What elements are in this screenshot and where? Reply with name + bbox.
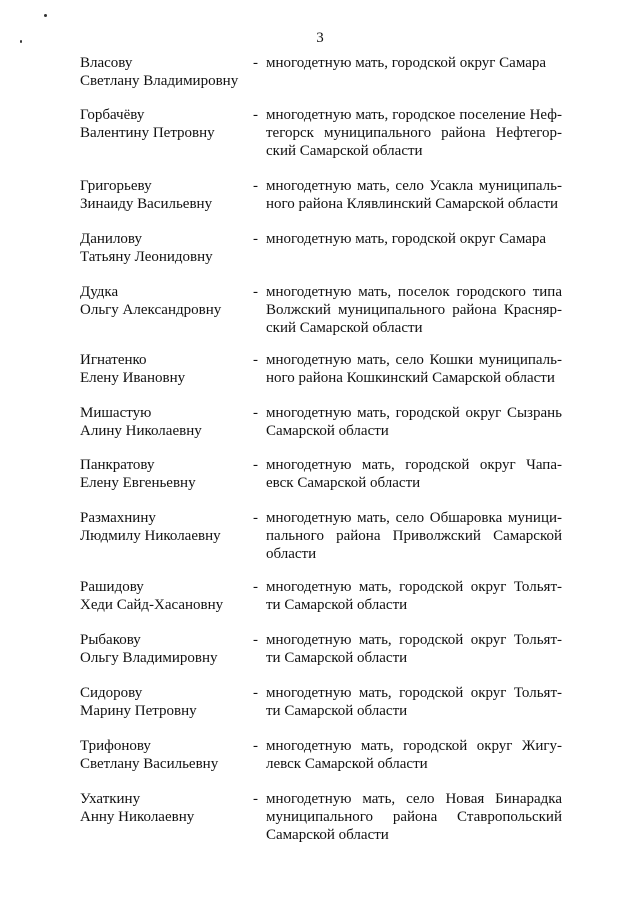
person-name-line: Алину Николаевну — [80, 423, 202, 439]
person-description-line: многодетную мать, городской округ Тольят- — [266, 632, 562, 648]
person-name-line: Ольгу Александровну — [80, 302, 222, 318]
person-description-line: многодетную мать, село Усакла муниципаль- — [266, 178, 562, 194]
person-description-line: пального района Приволжский Самарской — [266, 528, 562, 544]
person-name-line: Данилову — [80, 231, 142, 247]
person-description-line: евск Самарской области — [266, 475, 421, 491]
person-description-line: области — [266, 546, 317, 562]
person-description — [266, 106, 562, 160]
person-name-line: Власову — [80, 55, 133, 71]
entry-dash: - — [253, 457, 258, 473]
person-name-line: Размахнину — [80, 510, 156, 526]
person-name — [80, 351, 255, 387]
scan-speck — [44, 14, 47, 17]
person-description-line: многодетную мать, село Новая Бинарадка — [266, 791, 562, 807]
person-name — [80, 283, 255, 319]
person-description — [266, 684, 562, 720]
person-description-line: ский Самарской области — [266, 143, 423, 159]
entry-dash: - — [253, 107, 258, 123]
person-description — [266, 351, 562, 387]
person-description-line: многодетную мать, городской округ Сызрань — [266, 405, 562, 421]
person-description-line: ного района Кошкинский Самарской области — [266, 370, 555, 386]
person-name-line: Мишастую — [80, 405, 152, 421]
entry-dash: - — [253, 405, 258, 421]
person-description — [266, 790, 562, 844]
person-name-line: Дудка — [80, 284, 119, 300]
person-description-line: многодетную мать, городской округ Тольят- — [266, 579, 562, 595]
person-description-line: тегорск муниципального района Нефтегор- — [266, 125, 562, 141]
person-description-line: ти Самарской области — [266, 650, 408, 666]
person-description-line: многодетную мать, село Обшаровка муници- — [266, 510, 562, 526]
person-name — [80, 790, 255, 826]
entry-dash: - — [253, 738, 258, 754]
person-description-line: Волжский муниципального района Красняр- — [266, 302, 562, 318]
entry-dash: - — [253, 685, 258, 701]
person-description — [266, 578, 562, 614]
person-name-line: Светлану Владимировну — [80, 73, 239, 89]
person-description-line: левск Самарской области — [266, 756, 428, 772]
entry-dash: - — [253, 510, 258, 526]
person-name-line: Валентину Петровну — [80, 125, 215, 141]
entry-dash: - — [253, 579, 258, 595]
person-name-line: Трифонову — [80, 738, 151, 754]
person-description-line: многодетную мать, городской округ Тольят- — [266, 685, 562, 701]
person-description — [266, 177, 562, 213]
person-description — [266, 404, 562, 440]
person-description-line: многодетную мать, городской округ Чапа- — [266, 457, 562, 473]
person-name-line: Светлану Васильевну — [80, 756, 219, 772]
person-name — [80, 456, 255, 492]
person-description-line: многодетную мать, городской округ Самара — [266, 55, 547, 71]
entry-dash: - — [253, 178, 258, 194]
person-description-line: ного района Клявлинский Самарской области — [266, 196, 559, 212]
page-number: 3 — [316, 30, 324, 46]
person-description-line: многодетную мать, городской округ Самара — [266, 231, 547, 247]
person-name-line: Елену Евгеньевну — [80, 475, 196, 491]
person-description-line: ский Самарской области — [266, 320, 423, 336]
person-description-line: многодетную мать, городское поселение Неф- — [266, 107, 562, 123]
person-description-line: ти Самарской области — [266, 703, 408, 719]
person-name-line: Зинаиду Васильевну — [80, 196, 213, 212]
person-name-line: Людмилу Николаевну — [80, 528, 221, 544]
person-description — [266, 509, 562, 563]
person-description — [266, 456, 562, 492]
person-name — [80, 737, 255, 773]
person-name-line: Горбачёву — [80, 107, 145, 123]
person-name — [80, 230, 255, 266]
person-name-line: Ольгу Владимировну — [80, 650, 218, 666]
person-description-line: многодетную мать, поселок городского типа — [266, 284, 562, 300]
person-name-line: Ухаткину — [80, 791, 141, 807]
person-name-line: Рыбакову — [80, 632, 141, 648]
person-name-line: Елену Ивановну — [80, 370, 186, 386]
person-name-line: Марину Петровну — [80, 703, 197, 719]
person-description-line: Самарской области — [266, 827, 389, 843]
person-name — [80, 684, 255, 720]
person-description — [266, 230, 562, 248]
entry-dash: - — [253, 632, 258, 648]
entry-dash: - — [253, 352, 258, 368]
person-description — [266, 54, 562, 72]
person-description-line: многодетную мать, городской округ Жигу- — [266, 738, 562, 754]
person-description-line: муниципального района Ставропольский — [266, 809, 562, 825]
person-name — [80, 177, 255, 213]
person-description — [266, 631, 562, 667]
person-description — [266, 737, 562, 773]
person-description-line: ти Самарской области — [266, 597, 408, 613]
person-name-line: Игнатенко — [80, 352, 147, 368]
person-name — [80, 509, 255, 545]
person-name-line: Анну Николаевну — [80, 809, 195, 825]
person-name-line: Татьяну Леонидовну — [80, 249, 213, 265]
person-name — [80, 578, 255, 614]
person-name — [80, 106, 255, 142]
entry-dash: - — [253, 791, 258, 807]
person-description-line: многодетную мать, село Кошки муниципаль- — [266, 352, 562, 368]
person-name-line: Сидорову — [80, 685, 143, 701]
person-name-line: Рашидову — [80, 579, 144, 595]
person-description-line: Самарской области — [266, 423, 389, 439]
entry-dash: - — [253, 55, 258, 71]
person-description — [266, 283, 562, 337]
person-name-line: Панкратову — [80, 457, 155, 473]
person-name — [80, 404, 255, 440]
person-name-line: Григорьеву — [80, 178, 152, 194]
entry-dash: - — [253, 284, 258, 300]
person-name-line: Хеди Сайд-Хасановну — [80, 597, 224, 613]
person-name — [80, 54, 255, 90]
person-name — [80, 631, 255, 667]
entry-dash: - — [253, 231, 258, 247]
